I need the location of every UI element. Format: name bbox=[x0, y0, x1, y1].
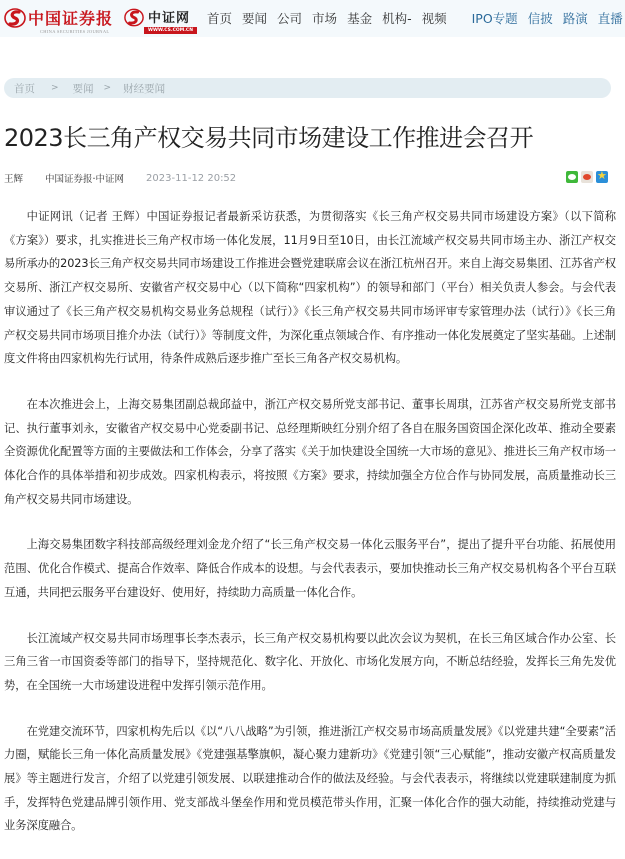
cs-swirl-logo-icon bbox=[124, 8, 144, 27]
share-buttons bbox=[566, 171, 608, 183]
nav-item-video[interactable]: 视频 bbox=[421, 11, 447, 26]
article-source: 中国证券报·中证网 bbox=[45, 174, 125, 185]
article-meta bbox=[4, 171, 236, 185]
nav-item-disclosure[interactable]: 信披 bbox=[527, 11, 553, 26]
article-timestamp: 2023-11-12 20:52 bbox=[146, 172, 237, 184]
wechat-icon[interactable] bbox=[566, 171, 578, 183]
cs-com-cn-logo[interactable] bbox=[124, 5, 198, 35]
nav-item-roadshow[interactable]: 路演 bbox=[562, 11, 588, 26]
nav-item-ipo[interactable]: IPO专题 bbox=[471, 11, 518, 26]
main-nav bbox=[207, 10, 625, 28]
nav-item-institution[interactable]: 机构- bbox=[382, 11, 412, 26]
nav-item-home[interactable]: 首页 bbox=[207, 11, 233, 26]
logo-name: 中证网 bbox=[148, 11, 191, 26]
china-securities-journal-logo[interactable] bbox=[4, 5, 118, 35]
article-title: 2023长三角产权交易共同市场建设工作推进会召开 bbox=[4, 124, 534, 152]
article-paragraph: 长江流域产权交易共同市场理事长李杰表示，长三角产权交易机构要以此次会议为契机，在长三角区域合作办公室、长三角三省一市国资委等部门的指导下，坚持规范化、数字化、开放化、市场化发展方向，不断总结经验，发挥长三角先发优势，在全国统一大市场建设进程中发挥引领示范作用。 bbox=[4, 631, 616, 692]
breadcrumb-item-finance-news[interactable]: 财经要闻 bbox=[123, 82, 166, 95]
nav-item-news[interactable]: 要闻 bbox=[242, 11, 268, 26]
article-paragraph: 在本次推进会上，上海交易集团副总裁邱益中，浙江产权交易所党支部书记、董事长周琪，江苏省产权交易所党支部书记、执行董事刘永，安徽省产权交易中心党委副书记、总经理斯映红分别介绍了各自在服务国资国企深化改革、推动全要素全资源优化配置等方面的主要做法和工作体会，分享了落实《关于加快建设全国统一大市场的意见》、推进长三角产权市场一体化合作的具体举措和初步成效。四家机构表示，将按照《方案》要求，持续加强全方位合作与协同发展，高质量推动长三角产权交易共同市场建设。 bbox=[4, 397, 616, 506]
breadcrumb-separator: > bbox=[103, 83, 112, 93]
breadcrumb-item-home[interactable]: 首页 bbox=[14, 82, 35, 95]
nav-item-fund[interactable]: 基金 bbox=[347, 11, 373, 26]
article-author: 王辉 bbox=[4, 174, 24, 185]
article-paragraph: 中证网讯（记者 王辉）中国证券报记者最新采访获悉，为贯彻落实《长三角产权交易共同市场建设方案》（以下简称《方案》）要求，扎实推进长三角产权市场一体化发展，11月9日至10日，由长江流域产权交易共同市场主办、浙江产权交易所承办的2023长三角产权交易共同市场建设工作推进会暨党建联席会议在浙江杭州召开。来自上海交易集团、江苏省产权交易所、浙江产权交易所、安徽省产权交易中心（以下简称“四家机构”）的领导和部门（平台）相关负责人参会。与会代表审议通过了《长三角产权交易机构交易业务总规程（试行）》《长三角产权交易共同市场评审专家管理办法（试行）》《长三角产权交易共同市场项目推介办法（试行）》等制度文件，为深化重点领域合作、有序推动一体化发展奠定了坚实基础。上述制度文件将由四家机构先行试用，待条件成熟后逐步推广至长三角各产权交易机构。 bbox=[4, 210, 616, 366]
logo-url-badge: WWW.CS.COM.CN bbox=[144, 27, 197, 34]
site-header bbox=[0, 0, 625, 37]
breadcrumb-item-news[interactable]: 要闻 bbox=[72, 82, 94, 95]
breadcrumb bbox=[4, 78, 611, 98]
nav-item-company[interactable]: 公司 bbox=[277, 11, 303, 26]
cs-swirl-logo-icon bbox=[4, 8, 26, 28]
logo-subtitle: CHINA SECURITIES JOURNAL bbox=[40, 29, 110, 34]
weibo-icon[interactable] bbox=[581, 171, 593, 183]
nav-item-live[interactable]: 直播 bbox=[597, 11, 623, 26]
breadcrumb-separator: > bbox=[51, 83, 59, 93]
article-paragraph: 在党建交流环节，四家机构先后以《以“八八战略”为引领，推进浙江产权交易市场高质量发展》《以党建共建“全要素”活力圈，赋能长三角一体化高质量发展》《党建强基擎旗帜，凝心聚力建新功》《党建引领“三心赋能”，推动安徽产权高质量发展》等主题进行发言，介绍了以党建引领发展、以联建推动合作的做法及经验。与会代表表示，将继续以党建联建制度为抓手，发挥特色党建品牌引领作用、党支部战斗堡垒作用和党员模范带头作用，汇聚一体化合作的强大动能，持续推动党建与业务深度融合。 bbox=[4, 724, 616, 833]
qzone-icon[interactable] bbox=[596, 171, 608, 183]
logo-name: 中国证券报 bbox=[28, 9, 114, 28]
nav-item-market[interactable]: 市场 bbox=[312, 11, 338, 26]
article-paragraph: 上海交易集团数字科技部高级经理刘金龙介绍了“长三角产权交易一体化云服务平台”，提出了提升平台功能、拓展使用范围、优化合作模式、提高合作效率、降低合作成本的设想。与会代表表示，要加快推动长三角产权交易机构各个平台互联互通，共同把云服务平台建设好、使用好，持续助力高质量一体化合作。 bbox=[4, 538, 616, 599]
article-body bbox=[4, 205, 616, 859]
